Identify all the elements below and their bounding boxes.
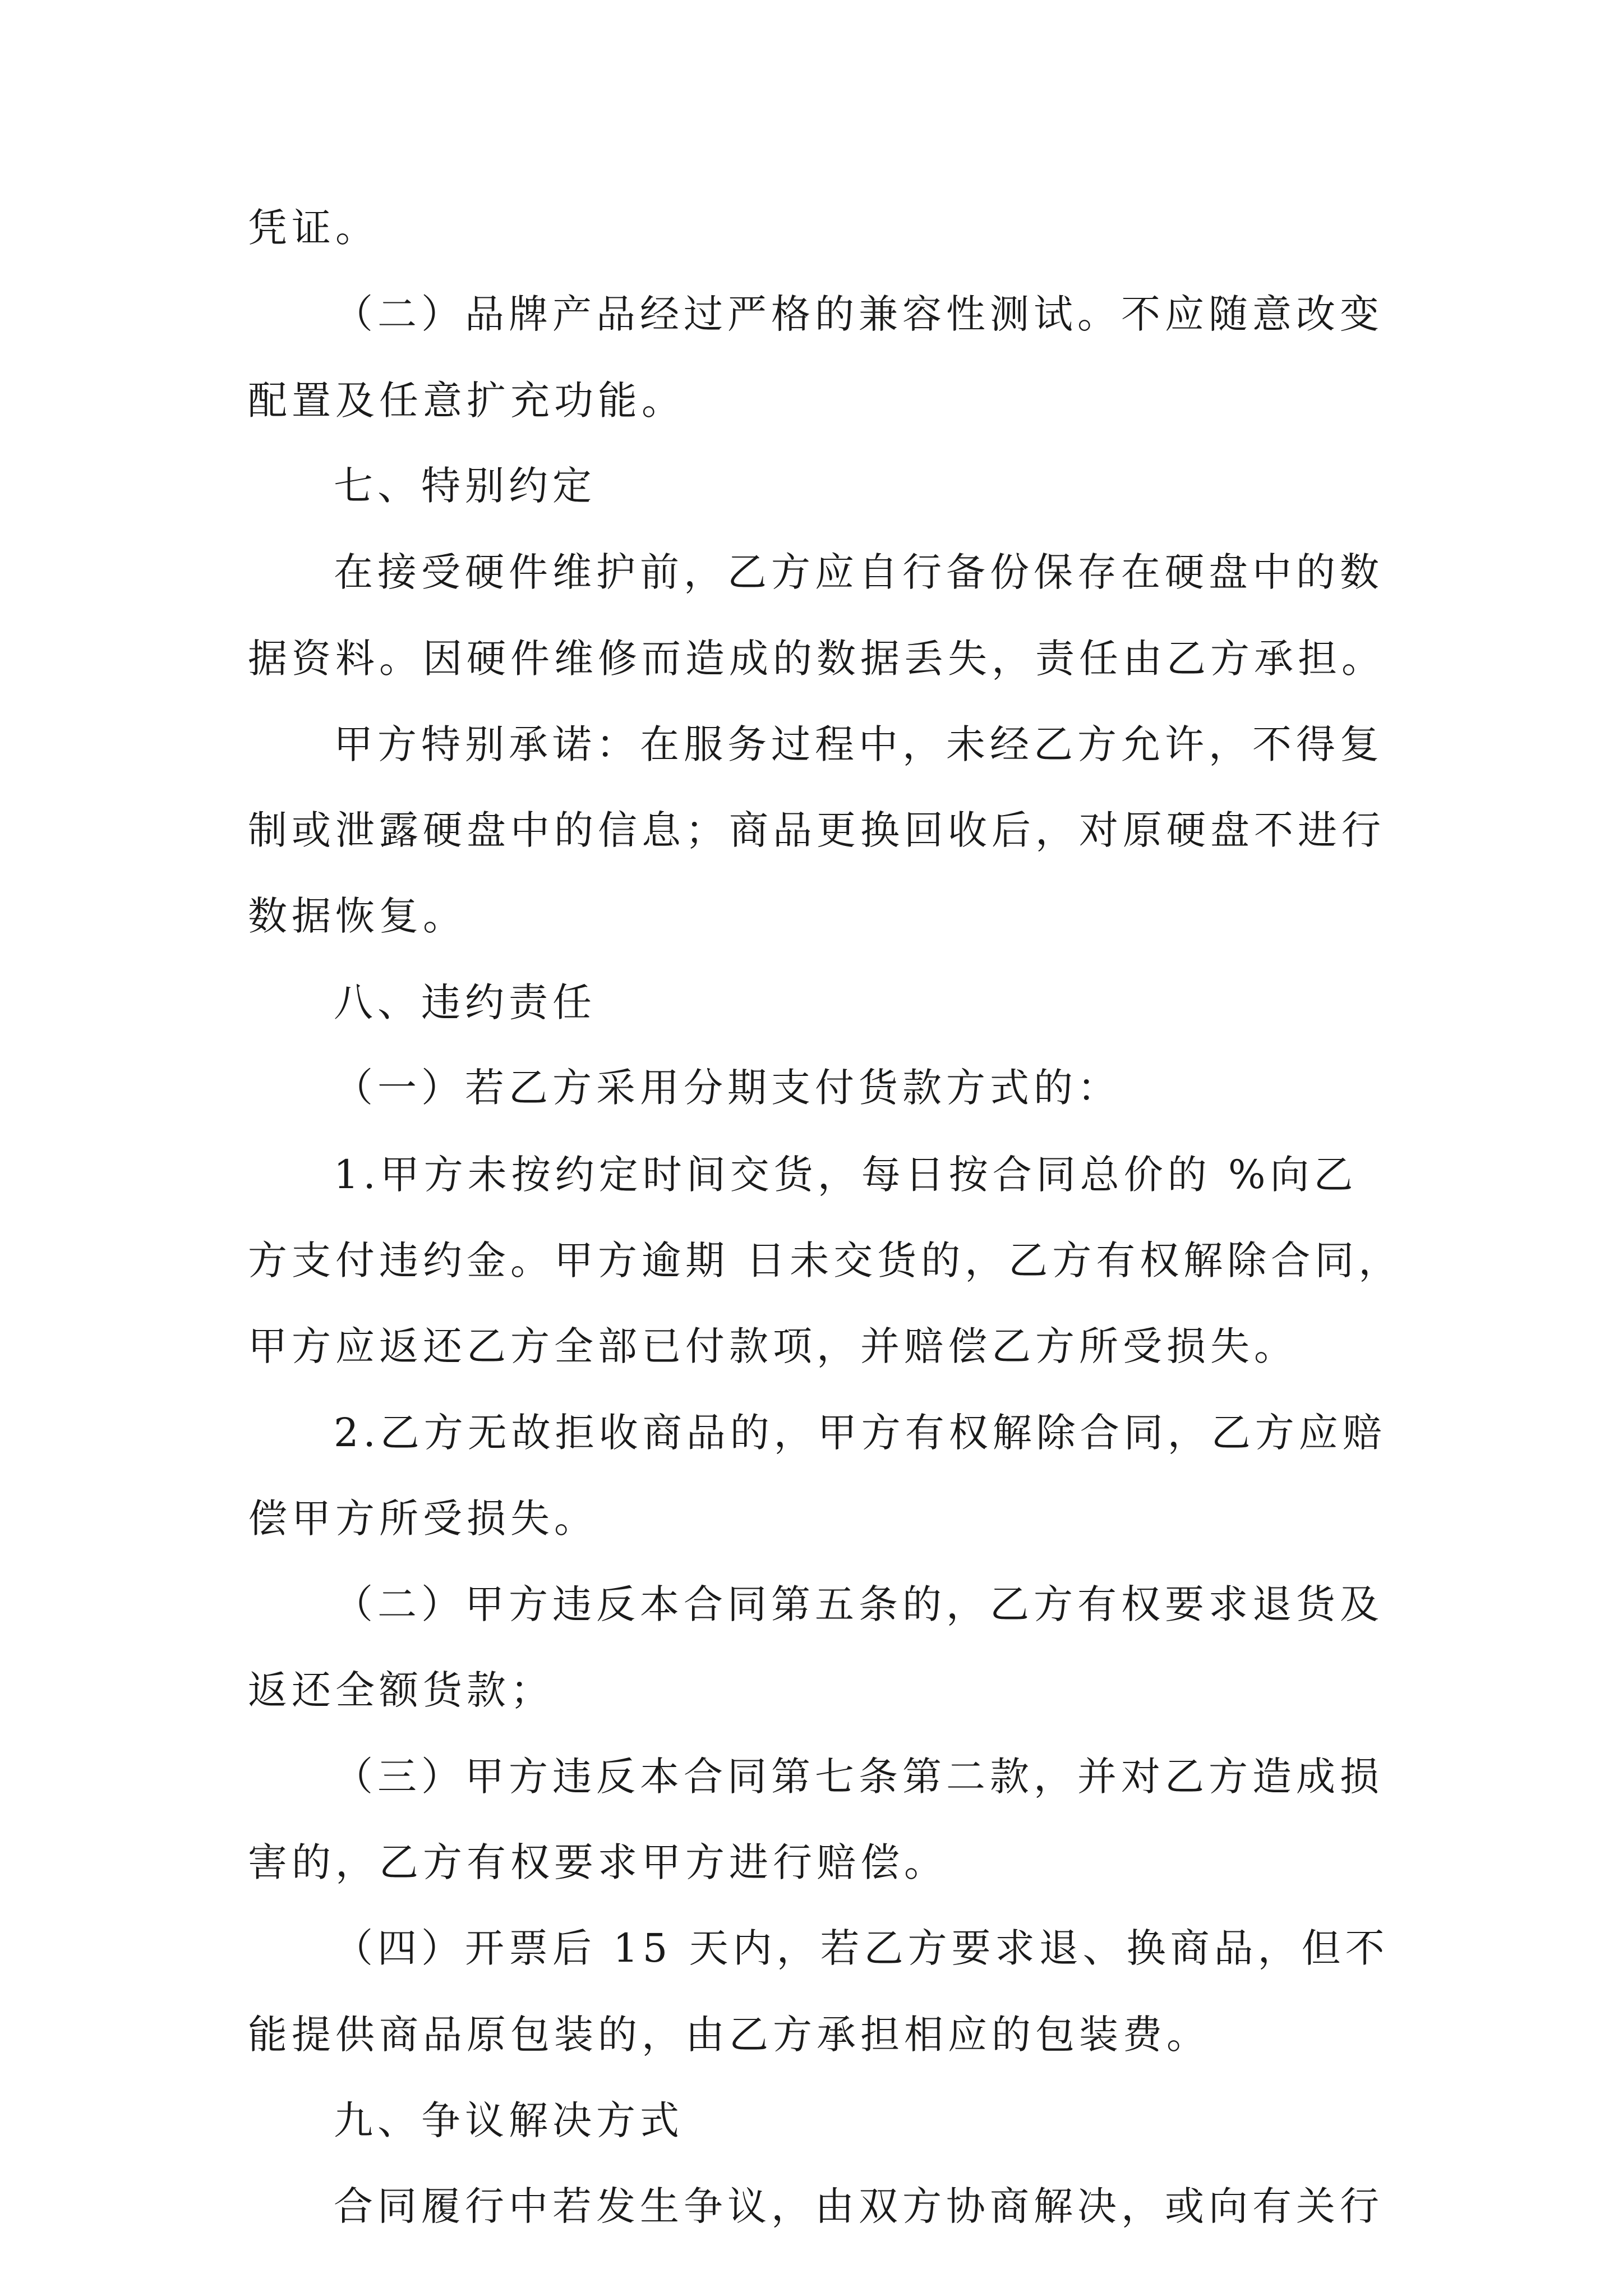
text-line: 制或泄露硬盘中的信息；商品更换回收后，对原硬盘不进行 — [248, 807, 1385, 853]
text-line: 数据恢复。 — [248, 893, 467, 939]
text-line: 方支付违约金。甲方逾期 日未交货的，乙方有权解除合同， — [248, 1237, 1403, 1283]
text-line: （三）甲方违反本合同第七条第二款，并对乙方造成损 — [334, 1754, 1384, 1800]
text-line: （二）甲方违反本合同第五条的，乙方有权要求退货及 — [334, 1581, 1384, 1627]
text-line: 据资料。因硬件维修而造成的数据丢失，责任由乙方承担。 — [248, 636, 1385, 682]
text-line: 返还全额货款； — [248, 1667, 554, 1713]
text-line: （二）品牌产品经过严格的兼容性测试。不应随意改变 — [334, 291, 1384, 337]
text-line: 2.乙方无故拒收商品的，甲方有权解除合同，乙方应赔 — [334, 1410, 1386, 1456]
text-line: 害的，乙方有权要求甲方进行赔偿。 — [248, 1839, 948, 1885]
text-line: 甲方应返还乙方全部已付款项，并赔偿乙方所受损失。 — [248, 1323, 1298, 1369]
section-heading: 八、违约责任 — [334, 979, 596, 1025]
text-line: 1.甲方未按约定时间交货，每日按合同总价的 %向乙 — [334, 1152, 1358, 1198]
text-line: 能提供商品原包装的，由乙方承担相应的包装费。 — [248, 2012, 1210, 2058]
text-line: （一）若乙方采用分期支付货款方式的： — [334, 1065, 1121, 1111]
section-heading: 七、特别约定 — [334, 463, 596, 509]
text-line: 配置及任意扩充功能。 — [248, 378, 685, 424]
text-line: 在接受硬件维护前，乙方应自行备份保存在硬盘中的数 — [334, 549, 1384, 595]
section-heading: 九、争议解决方式 — [334, 2097, 684, 2143]
text-line: 甲方特别承诺：在服务过程中，未经乙方允许，不得复 — [334, 721, 1384, 767]
text-line: 偿甲方所受损失。 — [248, 1496, 598, 1542]
text-line: 合同履行中若发生争议，由双方协商解决，或向有关行 — [334, 2183, 1384, 2229]
text-line: （四）开票后 15 天内，若乙方要求退、换商品，但不 — [334, 1925, 1389, 1971]
text-line: 凭证。 — [248, 205, 379, 251]
